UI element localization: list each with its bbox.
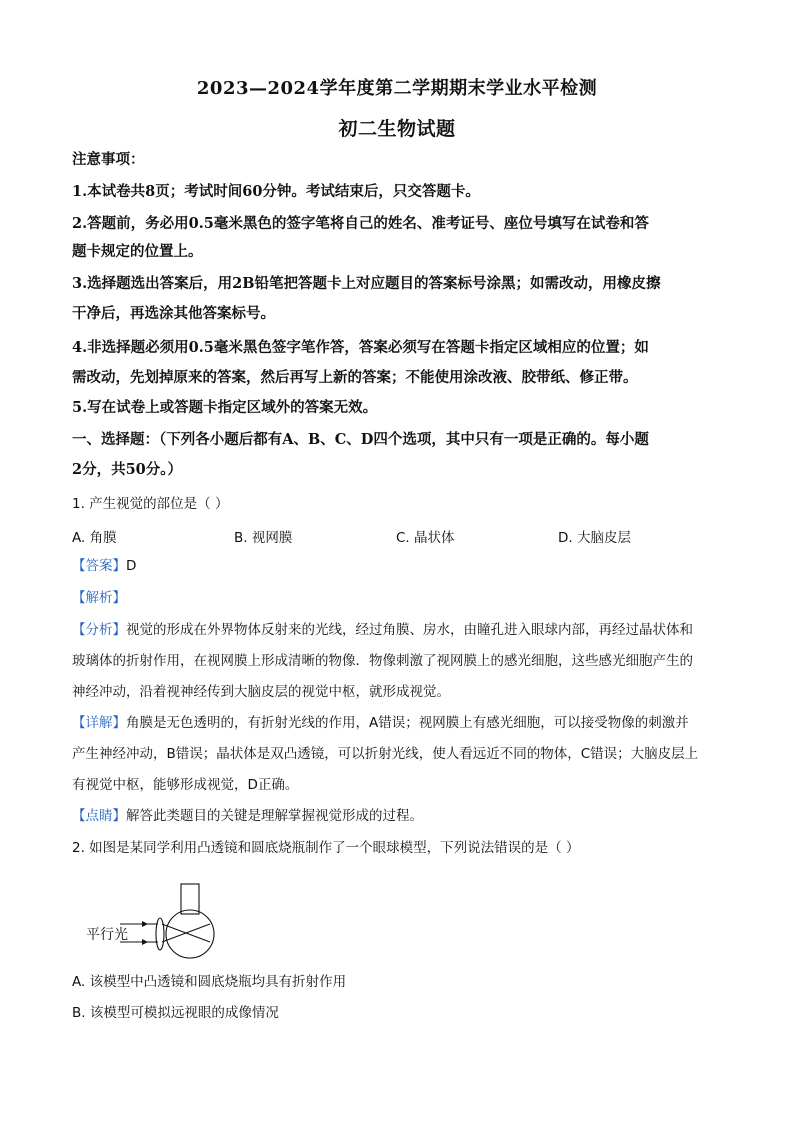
q1-analysis-tag: [72, 588, 724, 608]
note-line: 5.写在试卷上或答题卡指定区域外的答案无效。: [72, 399, 378, 416]
xiangjie-tag: 【详解】: [72, 715, 126, 731]
q1-dianjing-line: [72, 806, 724, 826]
section-heading: 一、选择题：（下列各小题后都有A、B、C、D四个选项，其中只有一项是正确的。每小题: [72, 431, 649, 448]
q1-option-b: B. 视网膜: [234, 530, 293, 546]
note-line: 干净后，再选涂其他答案标号。: [72, 305, 275, 322]
q1-stem: 1. 产生视觉的部位是（ ）: [72, 496, 229, 512]
exam-subtitle: 初二生物试题: [338, 118, 456, 140]
q1-answer: [72, 556, 724, 576]
exam-title: 2023—2024学年度第二学期期末学业水平检测: [196, 78, 598, 99]
section-heading-cont: 2分，共50分。）: [72, 461, 183, 478]
note-line: 需改动，先划掉原来的答案，然后再写上新的答案；不能使用涂改液、胶带纸、修正带。: [72, 369, 638, 386]
figure-label: 平行光: [86, 927, 128, 943]
q2-option-b: B. 该模型可模拟远视眼的成像情况: [72, 1005, 279, 1021]
dianjing-text: 解答此类题目的关键是理解掌握视觉形成的过程。: [126, 808, 423, 824]
note-line: 题卡规定的位置上。: [72, 243, 203, 260]
q1-option-d: D. 大脑皮层: [558, 530, 631, 546]
q1-xiangjie-line: [72, 713, 724, 733]
q2-option-a: A. 该模型中凸透镜和圆底烧瓶均具有折射作用: [72, 974, 347, 990]
q1-fenxi-line: 玻璃体的折射作用，在视网膜上形成清晰的物像．物像刺激了视网膜上的感光细胞，这些感光细胞产生的: [72, 653, 693, 669]
answer-value: D: [126, 558, 137, 574]
note-line: 2.答题前，务必用0.5毫米黑色的签字笔将自己的姓名、准考证号、座位号填写在试卷和答: [72, 215, 649, 232]
convex-lens: [156, 918, 164, 950]
q1-xiangjie-line: 有视觉中枢，能够形成视觉，D正确。: [72, 777, 299, 793]
q2-stem: 2. 如图是某同学利用凸透镜和圆底烧瓶制作了一个眼球模型，下列说法错误的是（ ）: [72, 840, 580, 856]
notes-heading: 注意事项：: [72, 151, 145, 168]
arrow-icon: [142, 921, 148, 927]
note-line: 4.非选择题必须用0.5毫米黑色签字笔作答，答案必须写在答题卡指定区域相应的位置；如: [72, 339, 649, 356]
analysis-tag: 【解析】: [72, 590, 126, 606]
dianjing-tag: 【点睛】: [72, 808, 126, 824]
q1-option-c: C. 晶状体: [396, 530, 455, 546]
note-line: 1.本试卷共8页；考试时间60分钟。考试结束后，只交答题卡。: [72, 183, 480, 200]
q1-fenxi-line: [72, 620, 724, 640]
note-line: 3.选择题选出答案后，用2B铅笔把答题卡上对应题目的答案标号涂黑；如需改动，用橡皮擦: [72, 275, 661, 292]
arrow-icon: [142, 939, 148, 945]
fenxi-tag: 【分析】: [72, 622, 126, 638]
q1-fenxi-line: 神经冲动，沿着视神经传到大脑皮层的视觉中枢，就形成视觉。: [72, 684, 450, 700]
xiangjie-text: 角膜是无色透明的，有折射光线的作用，A错误；视网膜上有感光细胞，可以接受物像的刺激并: [126, 715, 689, 731]
eye-model-figure: [82, 880, 232, 962]
q1-option-a: A. 角膜: [72, 530, 117, 546]
answer-tag: 【答案】: [72, 558, 126, 574]
q1-xiangjie-line: 产生神经冲动，B错误；晶状体是双凸透镜，可以折射光线，使人看远近不同的物体，C错误；大脑皮层上: [72, 746, 699, 762]
fenxi-text: 视觉的形成在外界物体反射来的光线，经过角膜、房水，由瞳孔进入眼球内部，再经过晶状体和: [126, 622, 693, 638]
